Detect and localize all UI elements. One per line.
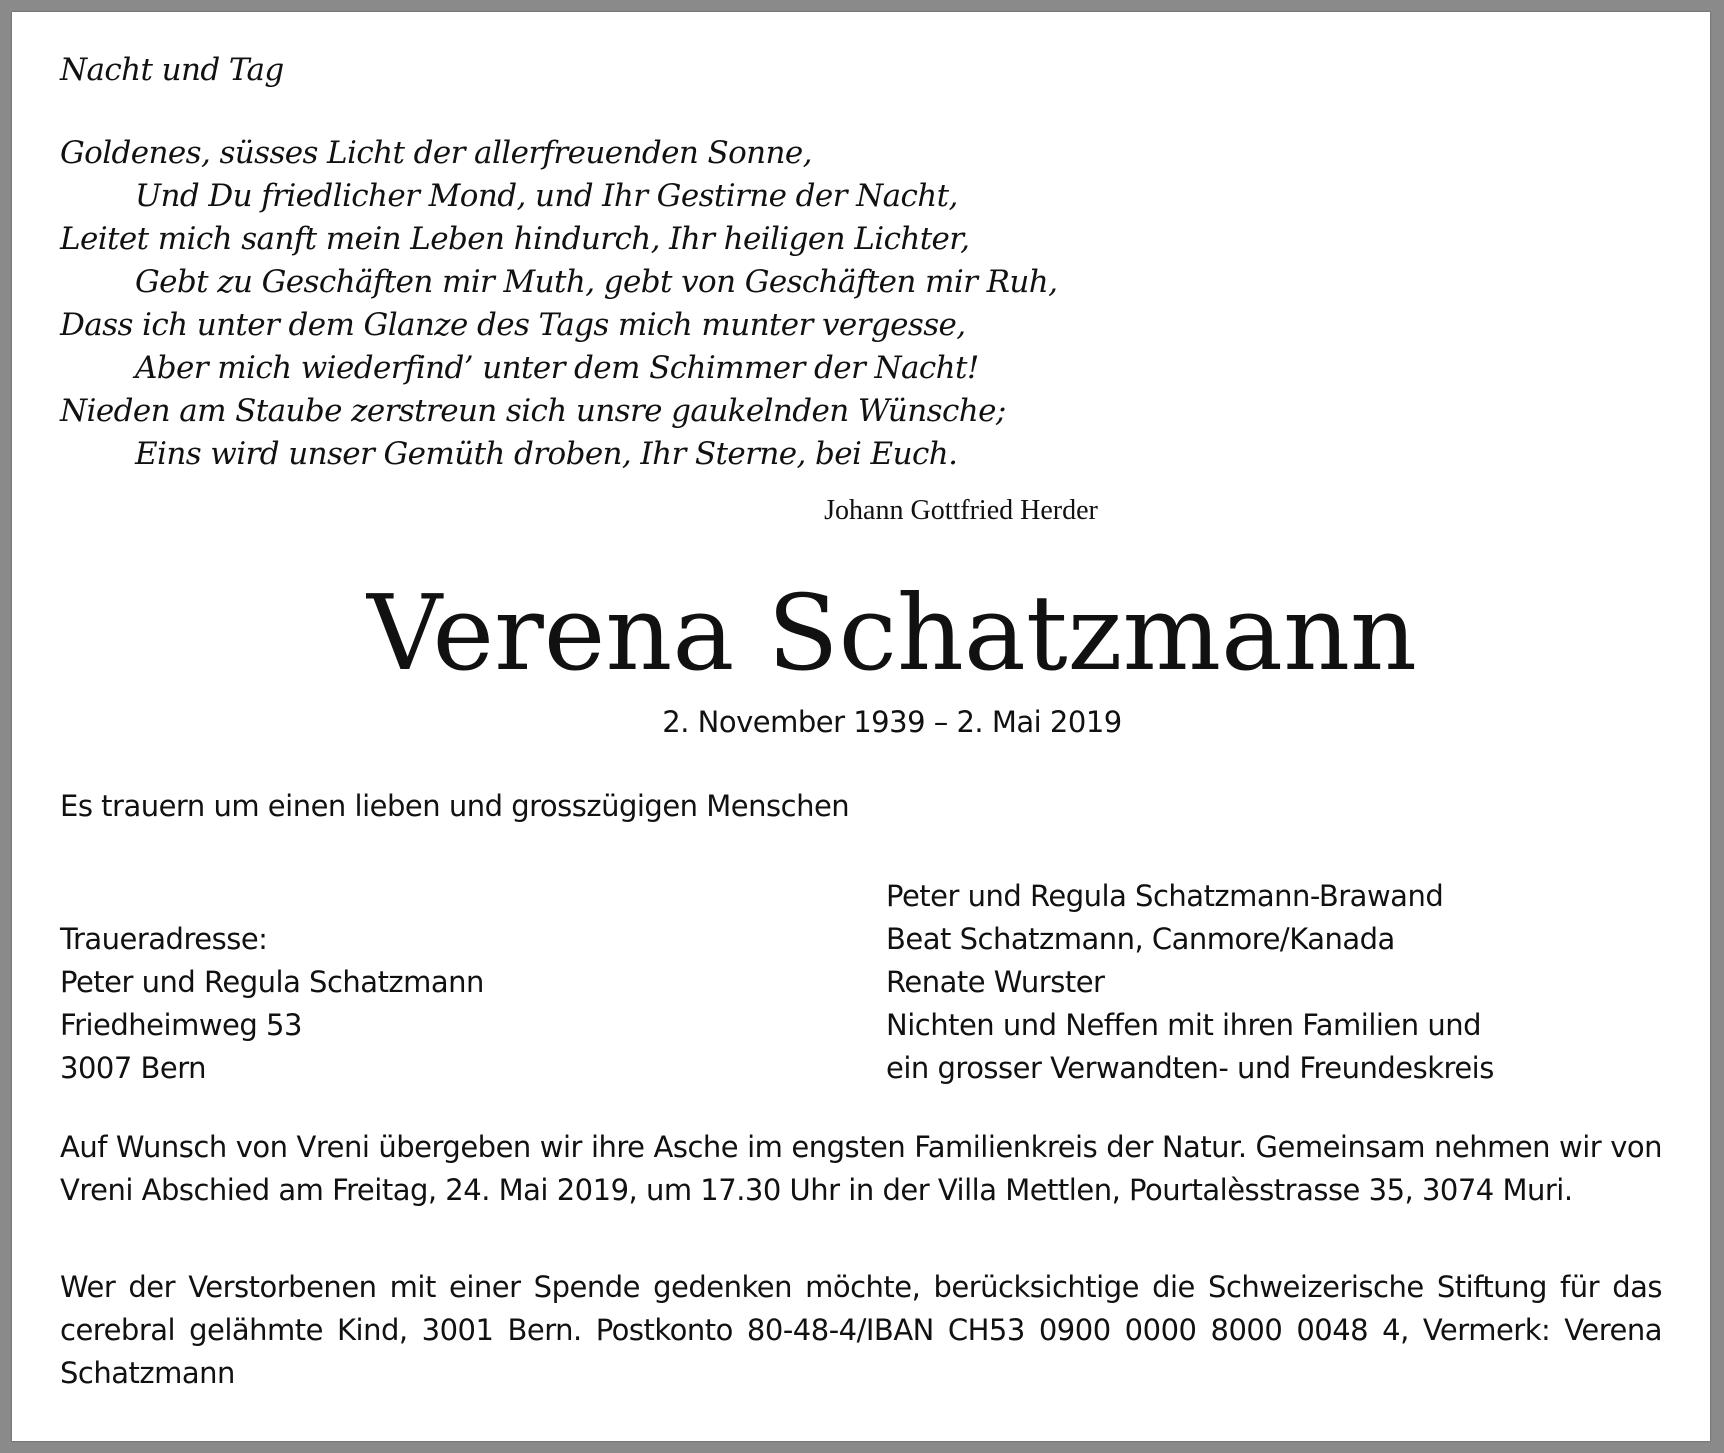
mourner: Nichten und Neffen mit ihren Familien und — [886, 1008, 1482, 1042]
poem-author: Johann Gottfried Herder — [824, 495, 1098, 526]
poem-line: Dass ich unter dem Glanze des Tags mich munter vergesse, — [60, 307, 966, 343]
mourners-list — [886, 875, 1494, 1090]
mourning-line: Es trauern um einen lieben und grosszügigen Menschen — [60, 789, 850, 823]
mourner: Peter und Regula Schatzmann-Brawand — [886, 879, 1444, 913]
poem-line: Gebt zu Geschäften mir Muth, gebt von Geschäften mir Ruh, — [135, 264, 1058, 300]
poem-line: Leitet mich sanft mein Leben hindurch, Ihr heiligen Lichter, — [60, 221, 970, 257]
address-city: 3007 Bern — [60, 1051, 207, 1085]
farewell-paragraph: Auf Wunsch von Vreni übergeben wir ihre Asche im engsten Familienkreis der Natur. Gemeinsam nehmen wir von Vreni Abschied am Freitag, 24. Mai 2019, um 17.30 Uhr in der Villa Mettlen, Pourtalèsstrasse 35, 3074 Muri. — [60, 1130, 1662, 1207]
mourner: ein grosser Verwandten- und Freundeskreis — [886, 1051, 1494, 1085]
address-heading: Traueradresse: — [60, 922, 268, 956]
address-street: Friedheimweg 53 — [60, 1008, 302, 1042]
mourning-address — [60, 918, 484, 1090]
life-dates: 2. November 1939 – 2. Mai 2019 — [662, 705, 1122, 739]
deceased-name: Verena Schatzmann — [366, 572, 1418, 694]
address-name: Peter und Regula Schatzmann — [60, 965, 484, 999]
mourner: Renate Wurster — [886, 965, 1105, 999]
poem-line: Goldenes, süsses Licht der allerfreuenden Sonne, — [60, 135, 812, 171]
obituary-notice — [12, 12, 1710, 1441]
poem-title: Nacht und Tag — [60, 52, 284, 88]
poem-line: Nieden am Staube zerstreun sich unsre gaukelnden Wünsche; — [60, 393, 1006, 429]
poem-line: Eins wird unser Gemüth droben, Ihr Sterne, bei Euch. — [135, 436, 958, 472]
donation-paragraph: Wer der Verstorbenen mit einer Spende gedenken möchte, berücksichtige die Schweizerische Stiftung für das cerebral gelähmte Kind, 3001 Bern. Postkonto 80-48-4/IBAN CH53 0900 0000 8000 0048 4, Vermerk: Verena Schatzmann — [60, 1270, 1662, 1390]
poem-line: Und Du friedlicher Mond, und Ihr Gestirne der Nacht, — [135, 178, 958, 214]
mourner: Beat Schatzmann, Canmore/Kanada — [886, 922, 1395, 956]
poem-line: Aber mich wiederfind’ unter dem Schimmer der Nacht! — [135, 350, 979, 386]
